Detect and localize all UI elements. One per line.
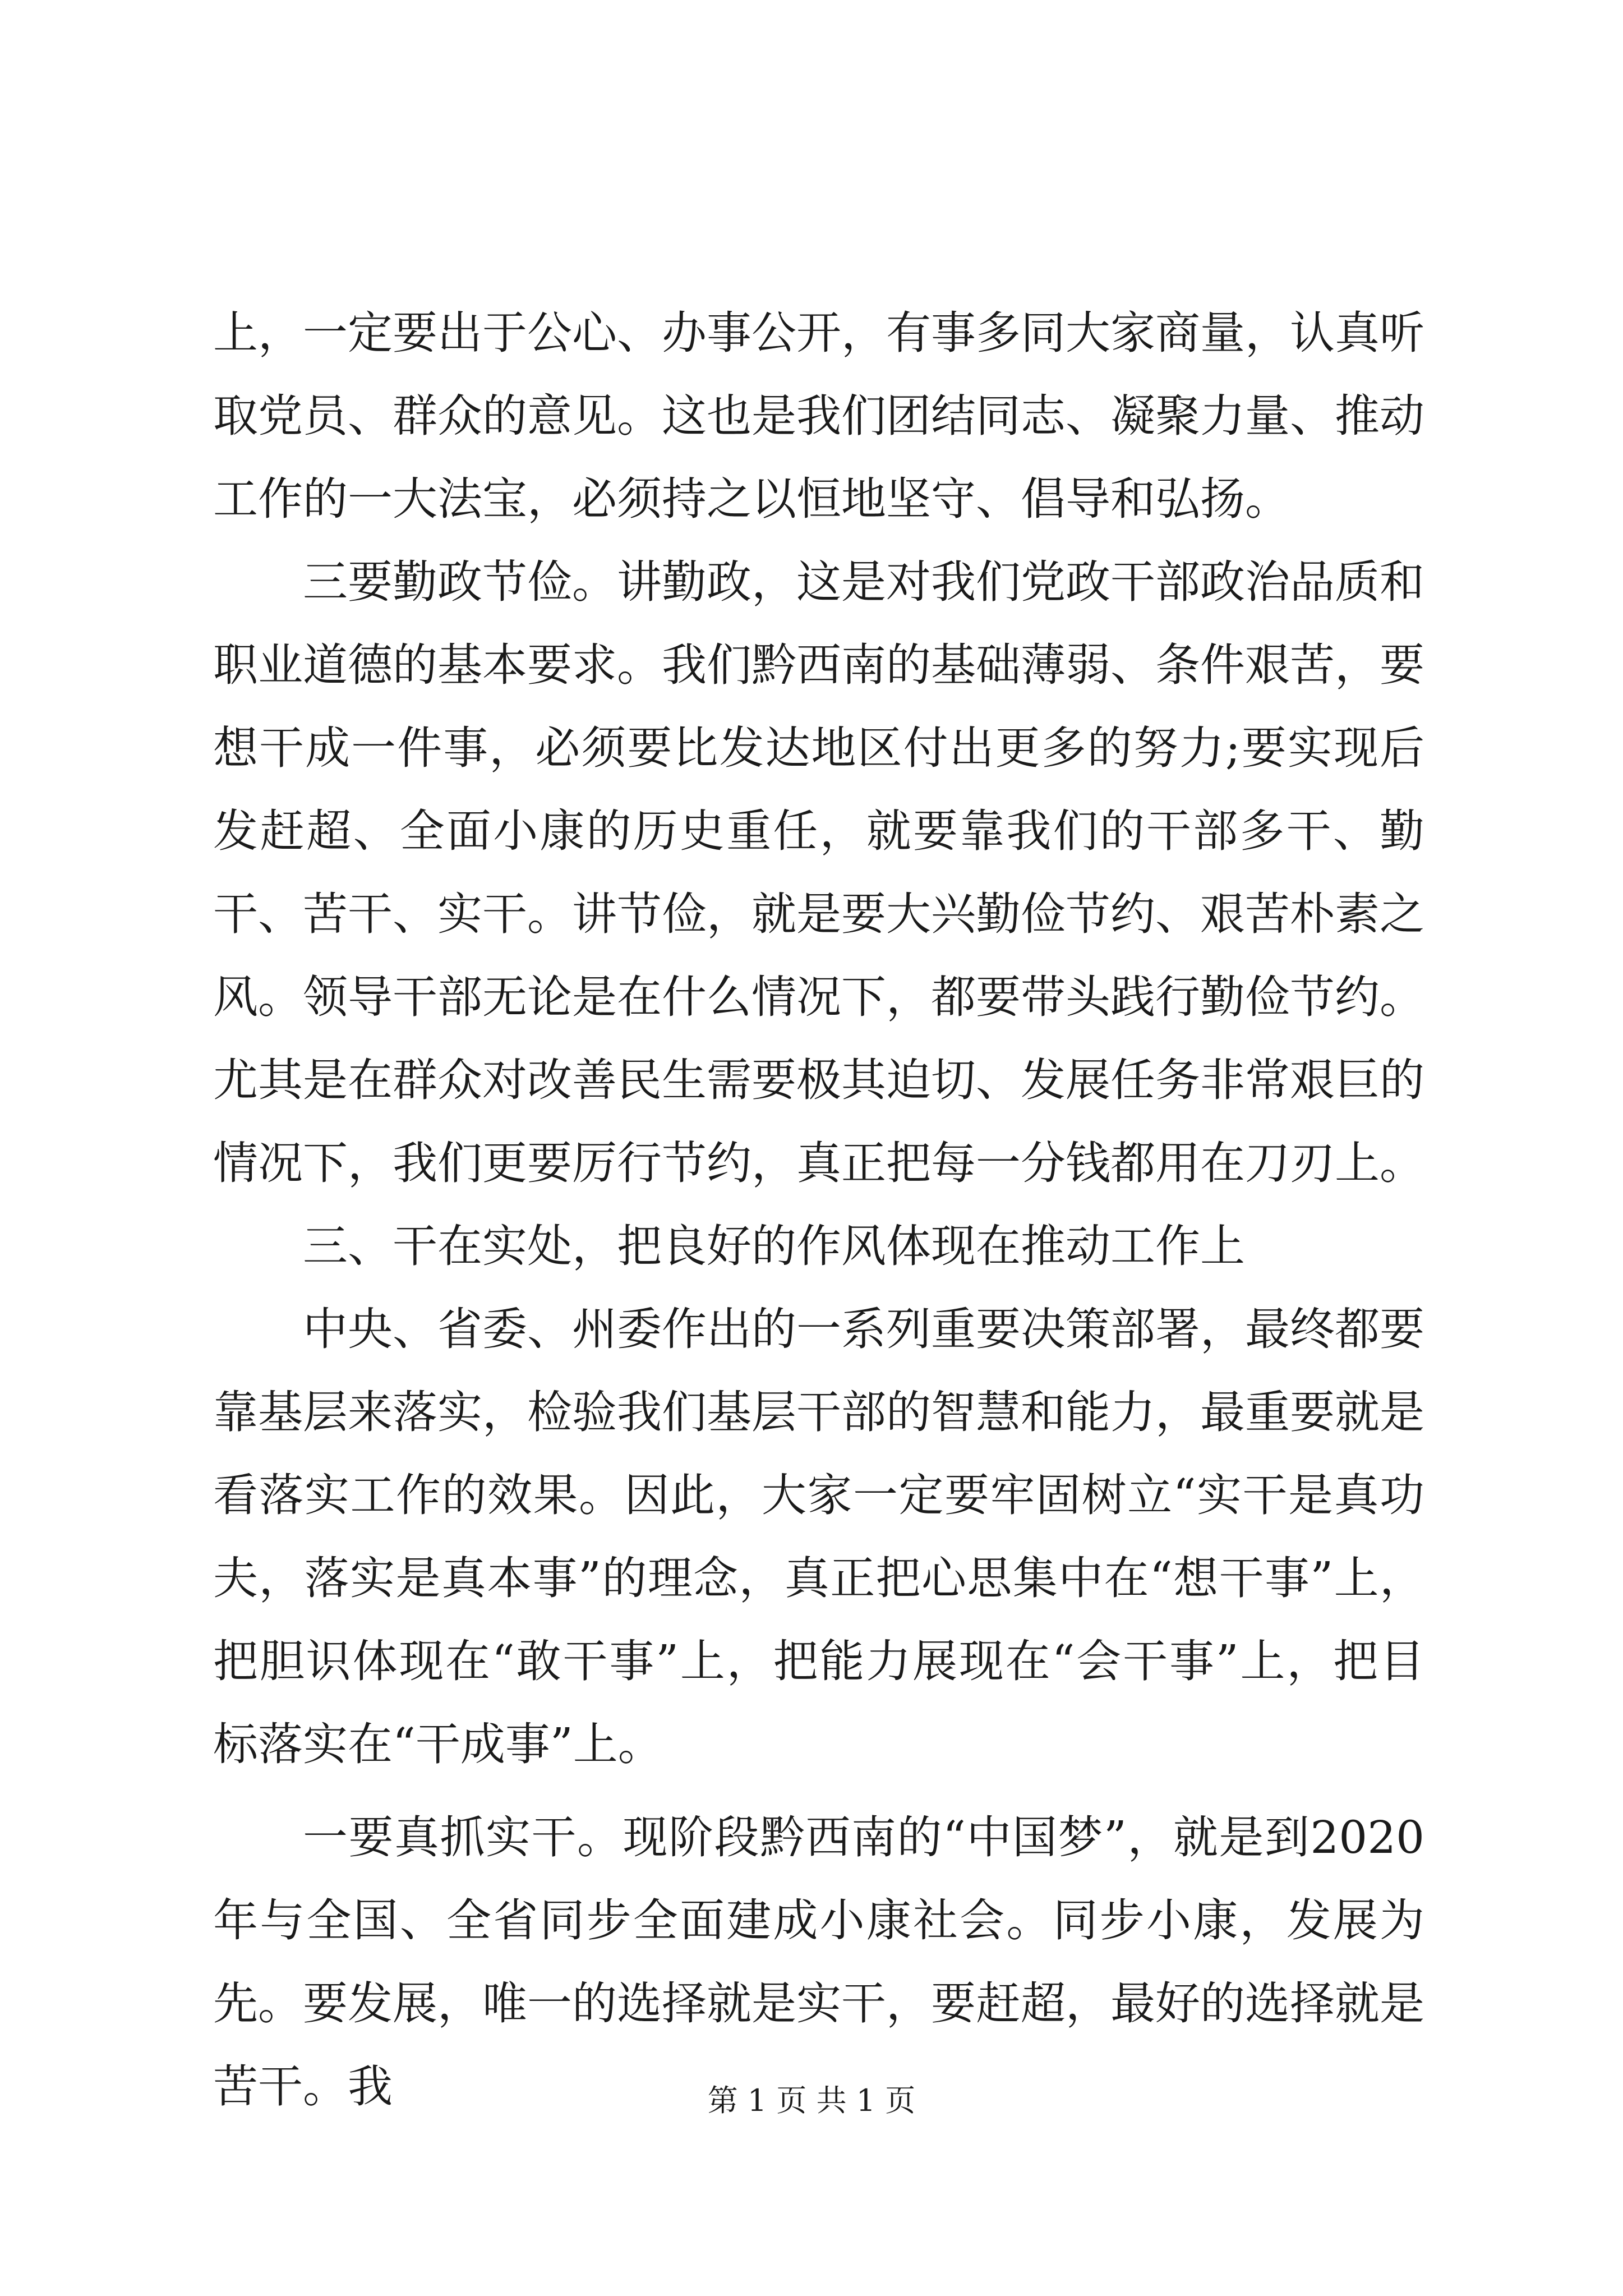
paragraph-practical-work: 一要真抓实干。现阶段黔西南的“中国梦”，就是到2020年与全国、全省同步全面建成小康社会。同步小康，发展为先。要发展，唯一的选择就是实干，要赶超，最好的选择就是苦干。我 <box>213 1811 1424 2113</box>
page-number-footer: 第 1 页 共 1 页 <box>707 2083 916 2118</box>
paragraph-diligence-thrift: 三要勤政节俭。讲勤政，这是对我们党政干部政治品质和职业道德的基本要求。我们黔西南的基础薄弱、条件艰苦，要想干成一件事，必须要比发达地区付出更多的努力;要实现后发赶超、全面小康的历史重任，就要靠我们的干部多干、勤干、苦干、实干。讲节俭，就是要大兴勤俭节约、艰苦朴素之风。领导干部无论是在什么情况下，都要带头践行勤俭节约。尤其是在群众对改善民生需要极其迫切、发展任务非常艰巨的情况下，我们更要厉行节约，真正把每一分钱都用在刀刃上。 <box>213 556 1424 1189</box>
document-body <box>213 292 1424 2128</box>
paragraph-implementation: 中央、省委、州委作出的一系列重要决策部署，最终都要靠基层来落实，检验我们基层干部的智慧和能力，最重要就是看落实工作的效果。因此，大家一定要牢固树立“实干是真功夫，落实是真本事”的理念，真正把心思集中在“想干事”上，把胆识体现在“敢干事”上，把能力展现在“会干事”上，把目标落实在“干成事”上。 <box>213 1303 1424 1770</box>
section-heading-3: 三、干在实处，把良好的作风体现在推动工作上 <box>303 1220 1245 1272</box>
paragraph-continuation: 上，一定要出于公心、办事公开，有事多同大家商量，认真听取党员、群众的意见。这也是我们团结同志、凝聚力量、推动工作的一大法宝，必须持之以恒地坚守、倡导和弘扬。 <box>213 307 1424 525</box>
